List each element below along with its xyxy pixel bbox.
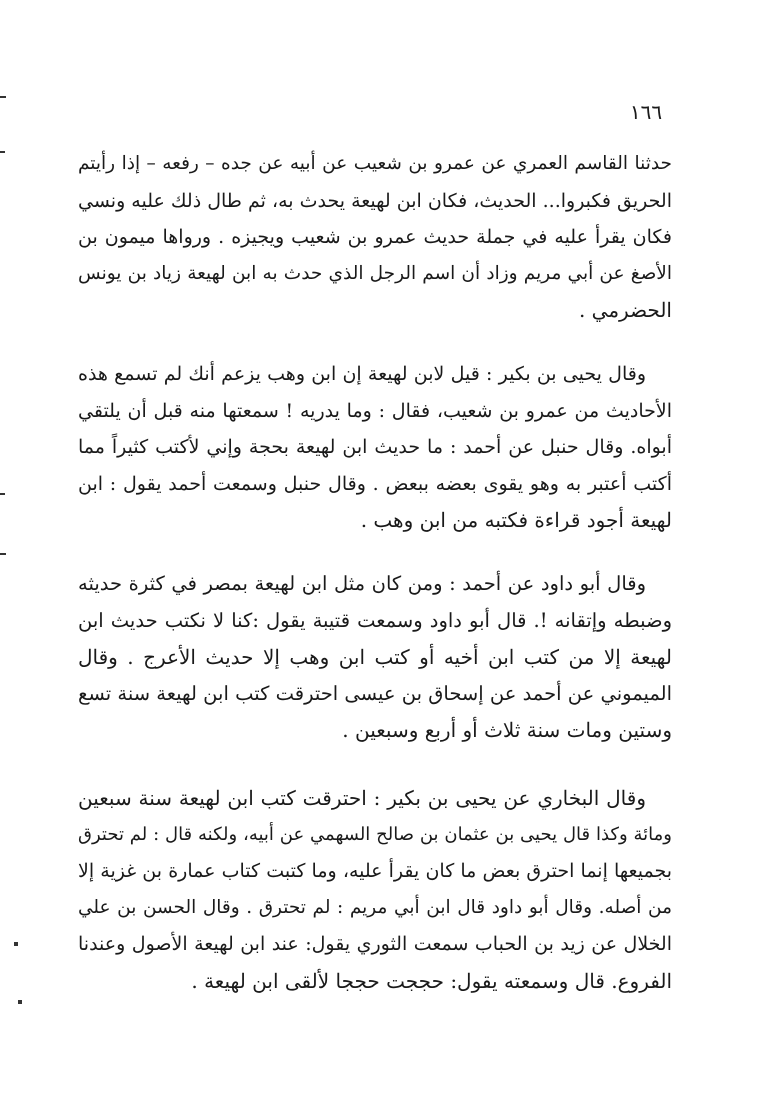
text-line: الحريق فكبروا... الحديث، فكان ابن لهيعة يحدث به، ثم طال ذلك عليه ونسي xyxy=(78,189,672,212)
text-line: الفروع. قال وسمعته يقول: حججت حججا لألقى ابن لهيعة . xyxy=(191,968,672,993)
text-line: وقال البخاري عن يحيى بن بكير : احترقت كتب ابن لهيعة سنة سبعين xyxy=(78,786,646,810)
margin-mark xyxy=(18,1000,22,1004)
margin-mark xyxy=(0,96,6,98)
text-line: الميموني عن أحمد عن إسحاق بن عيسى احترقت كتب ابن لهيعة سنة تسع xyxy=(78,681,672,705)
text-line: حدثنا القاسم العمري عن عمرو بن شعيب عن أبيه عن جده – رفعه – إذا رأيتم xyxy=(78,153,672,174)
text-line: من أصله. وقال أبو داود قال ابن أبي مريم : لم تحترق . وقال الحسن بن علي xyxy=(78,896,672,918)
paragraph-2 xyxy=(78,356,672,539)
text-line: الحضرمي . xyxy=(578,298,672,322)
margin-mark xyxy=(14,942,18,946)
margin-mark xyxy=(0,553,6,555)
paragraph-4 xyxy=(78,780,672,999)
text-line: وستين ومات سنة ثلاث أو أربع وسبعين . xyxy=(342,718,672,742)
text-line: لهيعة أجود قراءة فكتبه من ابن وهب . xyxy=(360,508,672,532)
text-line: بجميعها إنما احترق بعض ما كان يقرأ عليه، وما كتبت كتاب عمارة بن غزية إلا xyxy=(78,860,672,882)
margin-mark xyxy=(0,151,5,153)
text-line: الأصغ عن أبي مريم وزاد أن اسم الرجل الذي حدث به ابن لهيعة زياد بن يونس xyxy=(78,262,672,284)
page-number: ١٦٦ xyxy=(629,100,663,124)
text-line: وضبطه وإتقانه !. قال أبو داود وسمعت قتيبة يقول :كنا لا نكتب حديث ابن xyxy=(78,608,672,632)
paragraph-3 xyxy=(78,566,672,749)
margin-mark xyxy=(0,493,5,495)
text-line: ومائة وكذا قال يحيى بن عثمان بن صالح السهمي عن أبيه، ولكنه قال : لم تحترق xyxy=(78,823,672,845)
text-line: أبواه. وقال حنبل عن أحمد : ما حديث ابن لهيعة بحجة وإني لأكتب كثيراً مما xyxy=(78,436,672,458)
text-line: الخلال عن زيد بن الحباب سمعت الثوري يقول: عند ابن لهيعة الأصول وعندنا xyxy=(78,933,672,955)
paragraph-1 xyxy=(78,146,672,329)
text-line: لهيعة إلا من كتب ابن أخيه أو كتب ابن وهب إلا حديث الأعرج . وقال xyxy=(78,645,672,669)
text-line: أكتب أعتبر به وهو يقوى بعضه ببعض . وقال حنبل وسمعت أحمد يقول : ابن xyxy=(78,472,672,495)
text-line: وقال أبو داود عن أحمد : ومن كان مثل ابن لهيعة بمصر في كثرة حديثه xyxy=(78,572,646,595)
text-line: الأحاديث من عمرو بن شعيب، فقال : وما يدريه ! سمعتها منه قبل أن يلتقي xyxy=(78,399,672,422)
text-line: فكان يقرأ عليه في جملة حديث عمرو بن شعيب ويجيزه . ورواها ميمون بن xyxy=(78,226,672,248)
text-line: وقال يحيى بن بكير : قيل لابن لهيعة إن ابن وهب يزعم أنك لم تسمع هذه xyxy=(78,363,646,385)
